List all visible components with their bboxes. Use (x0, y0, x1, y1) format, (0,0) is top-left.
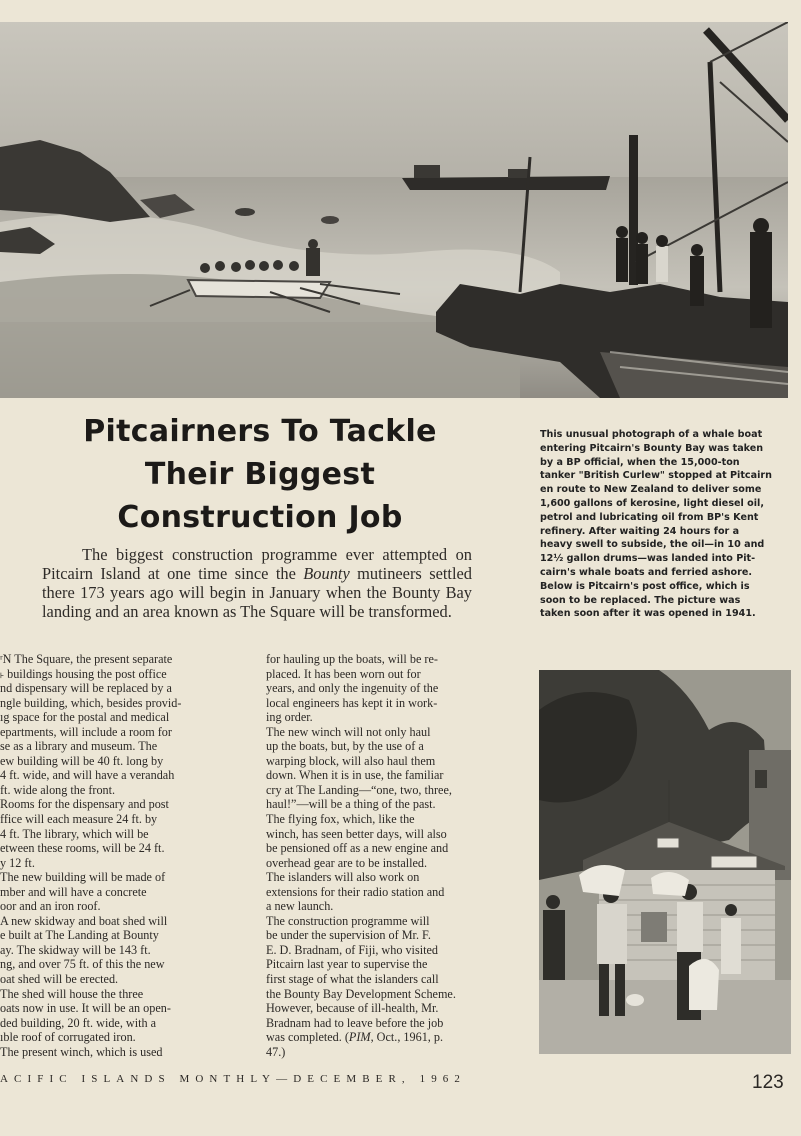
caption-line: taken soon after it was opened in 1941. (540, 608, 756, 620)
body-line: up the boats, but, by the use of a (266, 739, 424, 754)
body-line: haul!”—will be a thing of the past. (266, 797, 436, 812)
headline-line: Construction Job (117, 500, 403, 535)
body-line: Rooms for the dispensary and post (0, 797, 169, 812)
body-line: for hauling up the boats, will be re- (266, 652, 438, 666)
body-line: nd dispensary will be replaced by a (0, 681, 172, 696)
body-line: ew building will be 40 ft. long by (0, 753, 164, 768)
body-line: A new skidway and boat shed will (0, 913, 168, 928)
body-line: oats now in use. It will be an open- (0, 1001, 171, 1016)
body-line: 4 ft. wide, and will have a verandah (0, 768, 175, 783)
body-line: The islanders will also work on (266, 870, 420, 885)
body-line: oat shed will be erected. (0, 972, 119, 987)
body-line: The new winch will not only haul (266, 724, 431, 739)
body-line: ıg space for the postal and medical (0, 710, 170, 725)
body-line: etween these rooms, will be 24 ft. (0, 841, 165, 856)
caption-line: 1,600 gallons of kerosine, light diesel oil, (540, 497, 764, 509)
body-line: The new building will be made of (0, 870, 166, 885)
body-line: ay. The skidway will be 143 ft. (0, 942, 151, 957)
body-column-right (266, 652, 518, 1059)
caption-line: petrol and lubricating oil from BP's Kent (540, 511, 759, 523)
body-line: the Bounty Bay Development Scheme. (266, 986, 456, 1001)
body-line: The present winch, which is used (0, 1044, 163, 1059)
body-line: ded building, 20 ft. wide, with a (0, 1015, 157, 1030)
body-line: However, because of ill-health, Mr. (266, 1001, 439, 1016)
body-line: oor and an iron roof. (0, 899, 101, 914)
body-line: E. D. Bradnam, of Fiji, who visited (266, 942, 438, 957)
citation-open: ( (341, 1030, 349, 1045)
caption-line: heavy swell to subside, the oil—in 10 and (540, 539, 765, 551)
body-column-left (0, 652, 248, 1059)
body-line: Pitcairn last year to supervise the (266, 957, 428, 972)
body-line: The construction programme will (266, 913, 430, 928)
caption-line: This unusual photograph of a whale boat (540, 429, 763, 440)
body-line: local engineers has kept it in work- (266, 695, 438, 710)
body-line: overhead gear are to be installed. (266, 855, 428, 870)
post-office-photo (539, 670, 791, 1054)
body-line: epartments, will include a room for (0, 724, 172, 739)
body-line: be under the supervision of Mr. F. (266, 928, 431, 943)
body-line: ˫ buildings housing the post office (0, 666, 167, 681)
citation-italic: PIM (348, 1030, 371, 1045)
citation-rest: , Oct., 1961, p. (370, 1030, 444, 1045)
caption-line: entering Pitcairn's Bounty Bay was taken (540, 442, 764, 454)
body-line: Bradnam had to leave before the job (266, 1015, 444, 1030)
body-line: The shed will house the three (0, 986, 144, 1001)
body-line: years, and only the ingenuity of the (266, 681, 439, 696)
body-line: be pensioned off as a new engine and (266, 841, 449, 856)
body-line: ft. wide along the front. (0, 782, 116, 797)
body-line: a new launch. (266, 899, 334, 914)
body-line: ıble roof of corrugated iron. (0, 1030, 136, 1045)
body-line-text: was completed. (266, 1030, 342, 1045)
caption-line: refinery. After waiting 24 hours for a (540, 525, 740, 537)
standfirst-italic: Bounty (303, 564, 350, 583)
top-photo-whale-boat (0, 22, 788, 398)
body-line: y 12 ft. (0, 855, 35, 870)
body-line: The flying fox, which, like the (266, 812, 415, 827)
body-line: placed. It has been worn out for (266, 666, 421, 681)
body-line: ffice will each measure 24 ft. by (0, 812, 158, 827)
body-line: ng, and over 75 ft. of this the new (0, 957, 165, 972)
headline-line: Pitcairners To Tackle (83, 414, 437, 449)
body-line: down. When it is in use, the familiar (266, 768, 444, 783)
body-line: 47.) (266, 1044, 286, 1059)
body-line: ʳN The Square, the present separate (0, 652, 173, 666)
caption-line: 12½ gallon drums—was landed into Pit- (540, 553, 756, 565)
body-line: ngle building, which, besides provid- (0, 695, 182, 710)
body-line: se as a library and museum. The (0, 739, 158, 754)
body-line: ing order. (266, 710, 313, 725)
standfirst-text: The biggest construction programme ever attempted on Pitcairn Island at one time since the (42, 545, 472, 583)
body-line: mber and will have a concrete (0, 884, 147, 899)
body-line: cry at The Landing—“one, two, three, (266, 782, 452, 797)
caption-line: cairn's whale boats and ferried ashore. (540, 566, 753, 578)
article-headline (40, 410, 480, 539)
photo-caption (540, 428, 793, 621)
caption-line: soon to be replaced. The picture was (540, 594, 741, 606)
body-line: 4 ft. The library, which will be (0, 826, 149, 841)
standfirst-text-rest: mutineers settled there 173 years ago will begin in January when the Bounty Bay landing and an area known as The Square will be transformed. (42, 564, 472, 621)
caption-line: Below is Pitcairn's post office, which is (540, 580, 750, 592)
caption-line: tanker "British Curlew" stopped at Pitcairn (540, 470, 772, 482)
body-line: warping block, will also haul them (266, 753, 436, 768)
article-standfirst (42, 545, 472, 621)
body-line: extensions for their radio station and (266, 884, 445, 899)
headline-line: Their Biggest (144, 457, 376, 492)
caption-line: en route to New Zealand to deliver some (540, 484, 762, 496)
running-footer: ACIFIC ISLANDS MONTHLY—DECEMBER, 1962 (0, 1073, 466, 1085)
body-line: winch, has seen better days, will also (266, 826, 447, 841)
body-line: first stage of what the islanders call (266, 972, 439, 987)
page-number: 123 (752, 1072, 784, 1093)
body-line (266, 1030, 518, 1045)
body-line: e built at The Landing at Bounty (0, 928, 159, 943)
caption-line: by a BP official, when the 15,000-ton (540, 456, 740, 468)
